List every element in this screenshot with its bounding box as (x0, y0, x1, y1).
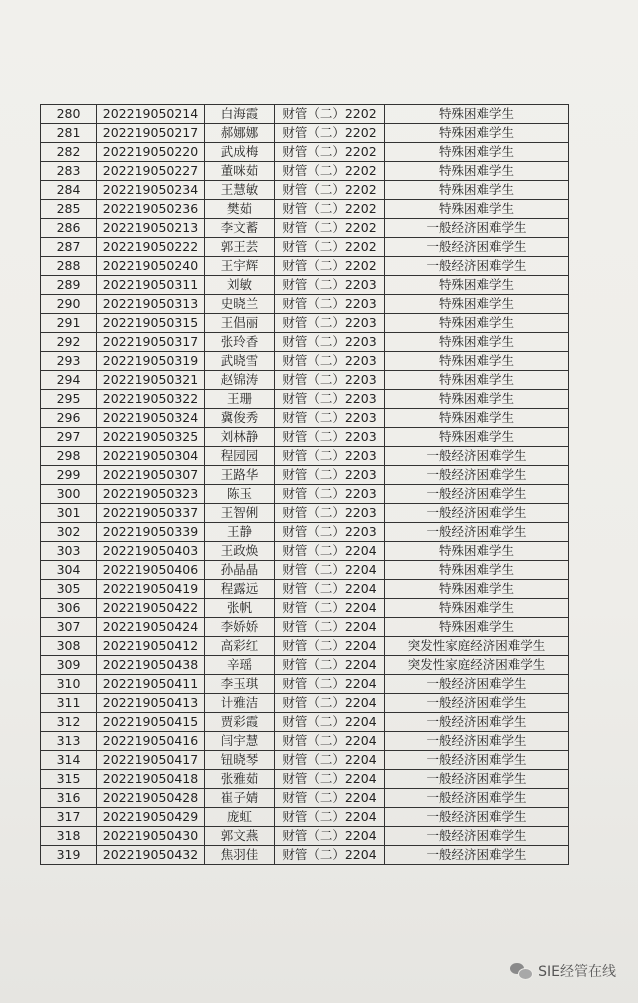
student-name-cell: 贾彩霞 (205, 713, 275, 732)
row-number-cell: 311 (41, 694, 97, 713)
student-id-cell: 202219050311 (97, 276, 205, 295)
row-number-cell: 294 (41, 371, 97, 390)
student-name-cell: 张玲香 (205, 333, 275, 352)
row-number-cell: 292 (41, 333, 97, 352)
student-name-cell: 王慧敏 (205, 181, 275, 200)
student-id-cell: 202219050403 (97, 542, 205, 561)
row-number-cell: 302 (41, 523, 97, 542)
class-cell: 财管（二）2203 (275, 485, 385, 504)
student-id-cell: 202219050325 (97, 428, 205, 447)
student-name-cell: 陈玉 (205, 485, 275, 504)
row-number-cell: 297 (41, 428, 97, 447)
row-number-cell: 315 (41, 770, 97, 789)
table-row (41, 789, 569, 808)
student-id-cell: 202219050323 (97, 485, 205, 504)
student-id-cell: 202219050315 (97, 314, 205, 333)
student-id-cell: 202219050240 (97, 257, 205, 276)
class-cell: 财管（二）2204 (275, 789, 385, 808)
student-name-cell: 史晓兰 (205, 295, 275, 314)
table-row (41, 827, 569, 846)
student-id-cell: 202219050417 (97, 751, 205, 770)
difficulty-type-cell: 特殊困难学生 (385, 599, 569, 618)
row-number-cell: 293 (41, 352, 97, 371)
class-cell: 财管（二）2202 (275, 124, 385, 143)
class-cell: 财管（二）2203 (275, 314, 385, 333)
student-id-cell: 202219050222 (97, 238, 205, 257)
table-row (41, 352, 569, 371)
student-id-cell: 202219050319 (97, 352, 205, 371)
student-id-cell: 202219050415 (97, 713, 205, 732)
student-id-cell: 202219050214 (97, 105, 205, 124)
student-id-cell: 202219050416 (97, 732, 205, 751)
student-id-cell: 202219050313 (97, 295, 205, 314)
difficulty-type-cell: 一般经济困难学生 (385, 770, 569, 789)
student-name-cell: 孙晶晶 (205, 561, 275, 580)
row-number-cell: 288 (41, 257, 97, 276)
row-number-cell: 300 (41, 485, 97, 504)
student-name-cell: 李文蓄 (205, 219, 275, 238)
table-row (41, 200, 569, 219)
student-name-cell: 冀俊秀 (205, 409, 275, 428)
student-id-cell: 202219050430 (97, 827, 205, 846)
difficulty-type-cell: 特殊困难学生 (385, 295, 569, 314)
class-cell: 财管（二）2204 (275, 561, 385, 580)
difficulty-type-cell: 一般经济困难学生 (385, 808, 569, 827)
class-cell: 财管（二）2203 (275, 333, 385, 352)
row-number-cell: 286 (41, 219, 97, 238)
row-number-cell: 282 (41, 143, 97, 162)
table-row (41, 580, 569, 599)
difficulty-type-cell: 一般经济困难学生 (385, 827, 569, 846)
difficulty-type-cell: 特殊困难学生 (385, 200, 569, 219)
table-row (41, 713, 569, 732)
student-name-cell: 董咪茹 (205, 162, 275, 181)
class-cell: 财管（二）2204 (275, 713, 385, 732)
class-cell: 财管（二）2202 (275, 143, 385, 162)
student-table-body (41, 105, 569, 865)
student-id-cell: 202219050406 (97, 561, 205, 580)
row-number-cell: 319 (41, 846, 97, 865)
difficulty-type-cell: 特殊困难学生 (385, 333, 569, 352)
student-id-cell: 202219050213 (97, 219, 205, 238)
student-id-cell: 202219050337 (97, 504, 205, 523)
table-row (41, 333, 569, 352)
watermark-text: SIE经管在线 (538, 964, 616, 980)
table-row (41, 276, 569, 295)
table-row (41, 637, 569, 656)
student-name-cell: 焦羽佳 (205, 846, 275, 865)
student-table (40, 104, 569, 865)
difficulty-type-cell: 特殊困难学生 (385, 181, 569, 200)
student-id-cell: 202219050220 (97, 143, 205, 162)
table-row (41, 656, 569, 675)
row-number-cell: 301 (41, 504, 97, 523)
difficulty-type-cell: 一般经济困难学生 (385, 257, 569, 276)
student-id-cell: 202219050413 (97, 694, 205, 713)
student-name-cell: 闫宇慧 (205, 732, 275, 751)
student-name-cell: 武晓雪 (205, 352, 275, 371)
difficulty-type-cell: 一般经济困难学生 (385, 789, 569, 808)
row-number-cell: 298 (41, 447, 97, 466)
difficulty-type-cell: 一般经济困难学生 (385, 694, 569, 713)
difficulty-type-cell: 特殊困难学生 (385, 371, 569, 390)
difficulty-type-cell: 特殊困难学生 (385, 276, 569, 295)
difficulty-type-cell: 一般经济困难学生 (385, 238, 569, 257)
table-row (41, 542, 569, 561)
student-name-cell: 武成梅 (205, 143, 275, 162)
student-name-cell: 王倡丽 (205, 314, 275, 333)
class-cell: 财管（二）2202 (275, 181, 385, 200)
table-row (41, 162, 569, 181)
class-cell: 财管（二）2204 (275, 732, 385, 751)
difficulty-type-cell: 一般经济困难学生 (385, 846, 569, 865)
class-cell: 财管（二）2204 (275, 618, 385, 637)
row-number-cell: 295 (41, 390, 97, 409)
student-name-cell: 张雅茹 (205, 770, 275, 789)
difficulty-type-cell: 特殊困难学生 (385, 428, 569, 447)
student-name-cell: 钮晓琴 (205, 751, 275, 770)
row-number-cell: 316 (41, 789, 97, 808)
class-cell: 财管（二）2203 (275, 428, 385, 447)
student-name-cell: 刘林静 (205, 428, 275, 447)
table-row (41, 561, 569, 580)
difficulty-type-cell: 突发性家庭经济困难学生 (385, 637, 569, 656)
row-number-cell: 280 (41, 105, 97, 124)
class-cell: 财管（二）2203 (275, 390, 385, 409)
class-cell: 财管（二）2202 (275, 105, 385, 124)
student-id-cell: 202219050322 (97, 390, 205, 409)
class-cell: 财管（二）2204 (275, 599, 385, 618)
difficulty-type-cell: 特殊困难学生 (385, 143, 569, 162)
difficulty-type-cell: 特殊困难学生 (385, 124, 569, 143)
table-row (41, 257, 569, 276)
student-name-cell: 白海霞 (205, 105, 275, 124)
table-row (41, 504, 569, 523)
class-cell: 财管（二）2203 (275, 352, 385, 371)
table-row (41, 238, 569, 257)
row-number-cell: 309 (41, 656, 97, 675)
student-id-cell: 202219050227 (97, 162, 205, 181)
class-cell: 财管（二）2203 (275, 466, 385, 485)
student-name-cell: 辛瑶 (205, 656, 275, 675)
student-name-cell: 高彩红 (205, 637, 275, 656)
class-cell: 财管（二）2202 (275, 257, 385, 276)
class-cell: 财管（二）2204 (275, 637, 385, 656)
row-number-cell: 296 (41, 409, 97, 428)
table-row (41, 105, 569, 124)
difficulty-type-cell: 特殊困难学生 (385, 561, 569, 580)
row-number-cell: 307 (41, 618, 97, 637)
difficulty-type-cell: 一般经济困难学生 (385, 732, 569, 751)
student-id-cell: 202219050418 (97, 770, 205, 789)
student-id-cell: 202219050412 (97, 637, 205, 656)
difficulty-type-cell: 一般经济困难学生 (385, 504, 569, 523)
student-id-cell: 202219050236 (97, 200, 205, 219)
student-id-cell: 202219050422 (97, 599, 205, 618)
row-number-cell: 285 (41, 200, 97, 219)
difficulty-type-cell: 一般经济困难学生 (385, 523, 569, 542)
difficulty-type-cell: 特殊困难学生 (385, 105, 569, 124)
student-id-cell: 202219050324 (97, 409, 205, 428)
row-number-cell: 291 (41, 314, 97, 333)
table-row (41, 143, 569, 162)
table-row (41, 219, 569, 238)
class-cell: 财管（二）2204 (275, 656, 385, 675)
table-row (41, 751, 569, 770)
watermark (510, 961, 616, 981)
table-row (41, 124, 569, 143)
row-number-cell: 283 (41, 162, 97, 181)
student-name-cell: 张帆 (205, 599, 275, 618)
table-row (41, 599, 569, 618)
class-cell: 财管（二）2202 (275, 219, 385, 238)
table-row (41, 390, 569, 409)
student-name-cell: 程露远 (205, 580, 275, 599)
student-name-cell: 王珊 (205, 390, 275, 409)
class-cell: 财管（二）2204 (275, 751, 385, 770)
class-cell: 财管（二）2204 (275, 580, 385, 599)
student-name-cell: 李娇娇 (205, 618, 275, 637)
class-cell: 财管（二）2203 (275, 371, 385, 390)
class-cell: 财管（二）2203 (275, 447, 385, 466)
student-name-cell: 王静 (205, 523, 275, 542)
student-name-cell: 郭文燕 (205, 827, 275, 846)
difficulty-type-cell: 特殊困难学生 (385, 409, 569, 428)
row-number-cell: 290 (41, 295, 97, 314)
class-cell: 财管（二）2203 (275, 523, 385, 542)
table-row (41, 181, 569, 200)
wechat-icon (510, 961, 532, 981)
row-number-cell: 281 (41, 124, 97, 143)
class-cell: 财管（二）2204 (275, 808, 385, 827)
class-cell: 财管（二）2204 (275, 846, 385, 865)
row-number-cell: 303 (41, 542, 97, 561)
student-id-cell: 202219050438 (97, 656, 205, 675)
student-name-cell: 郝娜娜 (205, 124, 275, 143)
row-number-cell: 287 (41, 238, 97, 257)
row-number-cell: 312 (41, 713, 97, 732)
difficulty-type-cell: 一般经济困难学生 (385, 447, 569, 466)
class-cell: 财管（二）2204 (275, 770, 385, 789)
student-name-cell: 计雅洁 (205, 694, 275, 713)
difficulty-type-cell: 一般经济困难学生 (385, 713, 569, 732)
student-id-cell: 202219050419 (97, 580, 205, 599)
row-number-cell: 305 (41, 580, 97, 599)
student-name-cell: 王政焕 (205, 542, 275, 561)
student-id-cell: 202219050411 (97, 675, 205, 694)
class-cell: 财管（二）2203 (275, 409, 385, 428)
class-cell: 财管（二）2204 (275, 675, 385, 694)
student-name-cell: 赵锦涛 (205, 371, 275, 390)
table-row (41, 466, 569, 485)
student-name-cell: 王智俐 (205, 504, 275, 523)
class-cell: 财管（二）2204 (275, 694, 385, 713)
row-number-cell: 317 (41, 808, 97, 827)
difficulty-type-cell: 一般经济困难学生 (385, 466, 569, 485)
difficulty-type-cell: 特殊困难学生 (385, 162, 569, 181)
difficulty-type-cell: 特殊困难学生 (385, 618, 569, 637)
student-name-cell: 崔子婧 (205, 789, 275, 808)
table-row (41, 314, 569, 333)
table-row (41, 523, 569, 542)
row-number-cell: 304 (41, 561, 97, 580)
row-number-cell: 314 (41, 751, 97, 770)
table-row (41, 694, 569, 713)
row-number-cell: 318 (41, 827, 97, 846)
row-number-cell: 289 (41, 276, 97, 295)
student-name-cell: 郭王芸 (205, 238, 275, 257)
class-cell: 财管（二）2203 (275, 276, 385, 295)
difficulty-type-cell: 一般经济困难学生 (385, 675, 569, 694)
student-id-cell: 202219050317 (97, 333, 205, 352)
student-id-cell: 202219050234 (97, 181, 205, 200)
student-id-cell: 202219050304 (97, 447, 205, 466)
class-cell: 财管（二）2202 (275, 238, 385, 257)
class-cell: 财管（二）2202 (275, 200, 385, 219)
table-row (41, 409, 569, 428)
difficulty-type-cell: 一般经济困难学生 (385, 485, 569, 504)
table-row (41, 732, 569, 751)
difficulty-type-cell: 特殊困难学生 (385, 542, 569, 561)
student-id-cell: 202219050424 (97, 618, 205, 637)
table-row (41, 447, 569, 466)
table-row (41, 295, 569, 314)
difficulty-type-cell: 特殊困难学生 (385, 314, 569, 333)
row-number-cell: 310 (41, 675, 97, 694)
class-cell: 财管（二）2203 (275, 295, 385, 314)
row-number-cell: 313 (41, 732, 97, 751)
difficulty-type-cell: 突发性家庭经济困难学生 (385, 656, 569, 675)
class-cell: 财管（二）2204 (275, 542, 385, 561)
class-cell: 财管（二）2202 (275, 162, 385, 181)
difficulty-type-cell: 特殊困难学生 (385, 352, 569, 371)
student-name-cell: 樊茹 (205, 200, 275, 219)
student-id-cell: 202219050429 (97, 808, 205, 827)
table-row (41, 371, 569, 390)
row-number-cell: 284 (41, 181, 97, 200)
table-row (41, 675, 569, 694)
table-row (41, 808, 569, 827)
table-row (41, 618, 569, 637)
student-id-cell: 202219050321 (97, 371, 205, 390)
table-row (41, 485, 569, 504)
row-number-cell: 299 (41, 466, 97, 485)
table-row (41, 846, 569, 865)
student-id-cell: 202219050217 (97, 124, 205, 143)
student-name-cell: 庞虹 (205, 808, 275, 827)
difficulty-type-cell: 一般经济困难学生 (385, 751, 569, 770)
student-name-cell: 李玉琪 (205, 675, 275, 694)
student-name-cell: 程园园 (205, 447, 275, 466)
difficulty-type-cell: 一般经济困难学生 (385, 219, 569, 238)
student-name-cell: 王宇辉 (205, 257, 275, 276)
class-cell: 财管（二）2204 (275, 827, 385, 846)
student-id-cell: 202219050432 (97, 846, 205, 865)
student-id-cell: 202219050307 (97, 466, 205, 485)
student-id-cell: 202219050339 (97, 523, 205, 542)
difficulty-type-cell: 特殊困难学生 (385, 390, 569, 409)
difficulty-type-cell: 特殊困难学生 (385, 580, 569, 599)
class-cell: 财管（二）2203 (275, 504, 385, 523)
table-row (41, 428, 569, 447)
row-number-cell: 308 (41, 637, 97, 656)
student-id-cell: 202219050428 (97, 789, 205, 808)
row-number-cell: 306 (41, 599, 97, 618)
student-name-cell: 王路华 (205, 466, 275, 485)
table-row (41, 770, 569, 789)
student-name-cell: 刘敏 (205, 276, 275, 295)
